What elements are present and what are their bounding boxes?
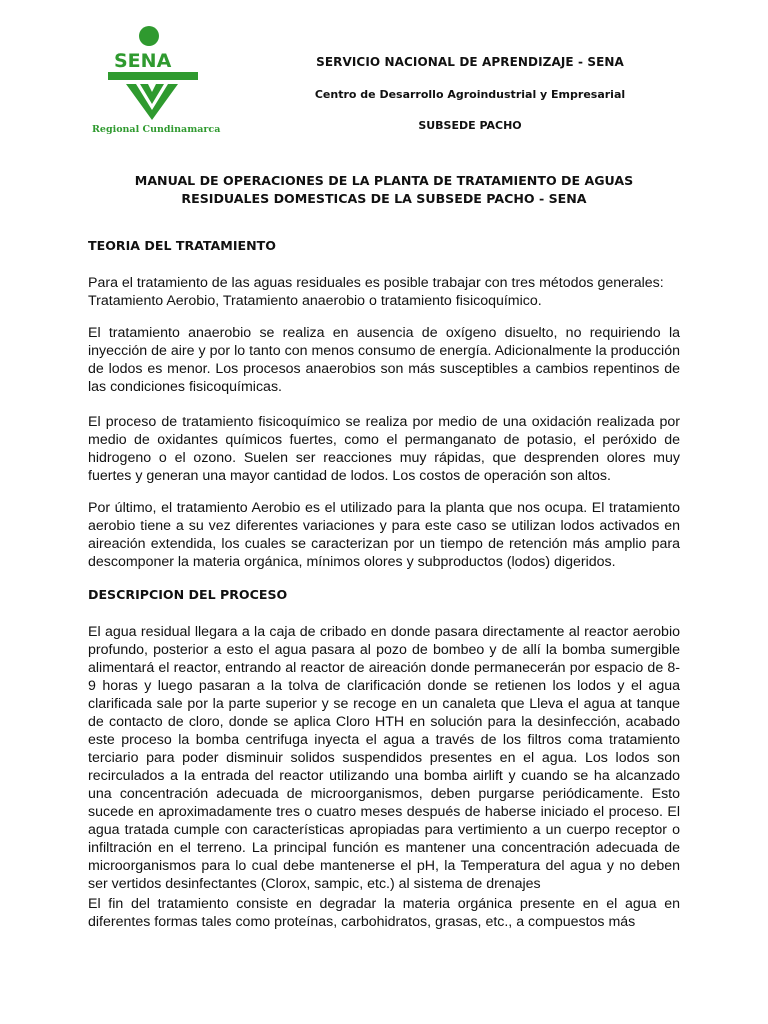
logo-region-label: Regional Cundinamarca bbox=[92, 124, 221, 135]
logo-wordmark: SENA bbox=[114, 50, 172, 72]
section-heading-descripcion: DESCRIPCION DEL PROCESO bbox=[88, 587, 288, 602]
sena-logo-mark bbox=[86, 22, 216, 122]
paragraph: El tratamiento anaerobio se realiza en ausencia de oxígeno disuelto, no requiriendo la inyección de aire y por lo tanto con menos consumo de energía. Adicionalmente la producción de lodos es menor. Los procesos anaerobios son más susceptibles a cambios repentinos de las condiciones fisicoquímicas. bbox=[88, 325, 680, 395]
document-title-line-2: RESIDUALES DOMESTICAS DE LA SUBSEDE PACHO - SENA bbox=[181, 191, 587, 206]
center-name: Centro de Desarrollo Agroindustrial y Empresarial bbox=[314, 88, 626, 101]
paragraph: Para el tratamiento de las aguas residuales es posible trabajar con tres métodos generales: Tratamiento Aerobio, Tratamiento anaerobio o tratamiento fisicoquímico. bbox=[88, 275, 664, 309]
institution-name: SERVICIO NACIONAL DE APRENDIZAJE - SENA bbox=[316, 55, 624, 69]
section-heading-teoria: TEORIA DEL TRATAMIENTO bbox=[88, 238, 276, 253]
paragraph: El fin del tratamiento consiste en degradar la materia orgánica presente en el agua en diferentes formas tales como proteínas, carbohidratos, grasas, etc., a compuestos más bbox=[88, 896, 680, 930]
document-title-line-1: MANUAL DE OPERACIONES DE LA PLANTA DE TRATAMIENTO DE AGUAS bbox=[134, 173, 634, 188]
paragraph: Por último, el tratamiento Aerobio es el utilizado para la planta que nos ocupa. El tratamiento aerobio tiene a su vez diferentes variaciones y para este caso se utilizan lodos activados en aireación extendida, los cuales se caracterizan por un tiempo de retención más amplio para descomponer la materia orgánica, mínimos olores y subproductos (lodos) digeridos. bbox=[88, 500, 680, 570]
sena-logo bbox=[86, 22, 226, 140]
subsede-name: SUBSEDE PACHO bbox=[418, 119, 522, 132]
institution-header bbox=[300, 52, 640, 136]
paragraph: El proceso de tratamiento fisicoquímico se realiza por medio de una oxidación realizada por medio de oxidantes químicos fuertes, como el permanganato de potasio, el peróxido de hidrogeno o el ozono. Suelen ser reacciones muy rápidas, que desprenden olores muy fuertes y generan una mayor cantidad de lodos. Los costos de operación son altos. bbox=[88, 414, 680, 484]
document-title bbox=[88, 172, 680, 208]
paragraph: El agua residual llegara a la caja de cribado en donde pasara directamente al reactor aerobio profundo, posterior a esto el agua pasara al pozo de bombeo y de allí la bomba sumergible alimentará el reactor, entrando al reactor de aireación donde permanecerán por espacio de 8-9 horas y luego pasaran a la tolva de clarificación donde se retienen los lodos y el agua clarificada sale por la parte superior y se recoge en un canaleta que Lleva el agua at tanque de contacto de cloro, donde se aplica Cloro HTH en solución para la desinfección, acabado este proceso la bomba centrifuga inyecta el agua a través de los filtros coma tratamiento terciario para poder disminuir solidos suspendidos presentes en el agua. Los lodos son recirculados a Ia entrada del reactor utilizando una bomba airlift y cuando se ha alcanzado una concentración adecuada de microorganismos, deben purgarse periódicamente. Esto sucede en aproximadamente tres o cuatro meses después de haberse iniciado el proceso. El agua tratada cumple con características apropiadas para vertimiento a un cuerpo receptor o infiltración en el terreno. La principal función es mantener una concentración adecuada de microorganismos para lo cual debe mantenerse el pH, la Temperatura del agua y no deben ser vertidos desinfectantes (Clorox, sampic, etc.) al sistema de drenajes bbox=[88, 624, 680, 892]
